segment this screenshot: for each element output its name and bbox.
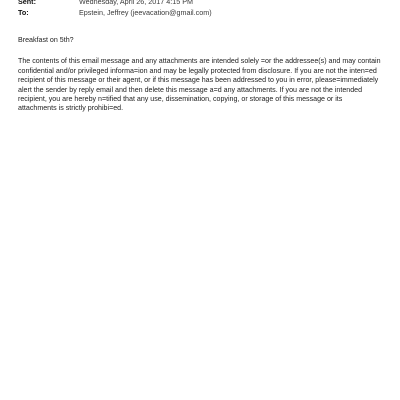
email-body (18, 36, 382, 114)
to-label: To: (18, 8, 29, 17)
to-row (18, 7, 378, 18)
email-greeting: Breakfast on 5th? (18, 36, 74, 44)
confidentiality-disclaimer: The contents of this email message and any attachments are intended solely =or the addressee(s) and may contain confidential and/or privileged informa=ion and may be legally protected from disclosure. If you are not the inten=ed recipient of this message or their agent, or if this message has been addressed to you in error, please=immediately alert the sender by reply email and then delete this message a=d any attachments. If you are not the intended recipient, you are hereby n=tified that any use, dissemination, copying, or storage of this message or its attachments is strictly prohibi=ed. (18, 57, 381, 113)
email-header (18, 0, 378, 18)
sent-row (18, 0, 378, 7)
to-value: Epstein, Jeffrey (jeevacation@gmail.com) (79, 8, 212, 17)
sent-label: Sent: (18, 0, 36, 6)
sent-value: Wednesday, April 26, 2017 4:15 PM (79, 0, 194, 6)
